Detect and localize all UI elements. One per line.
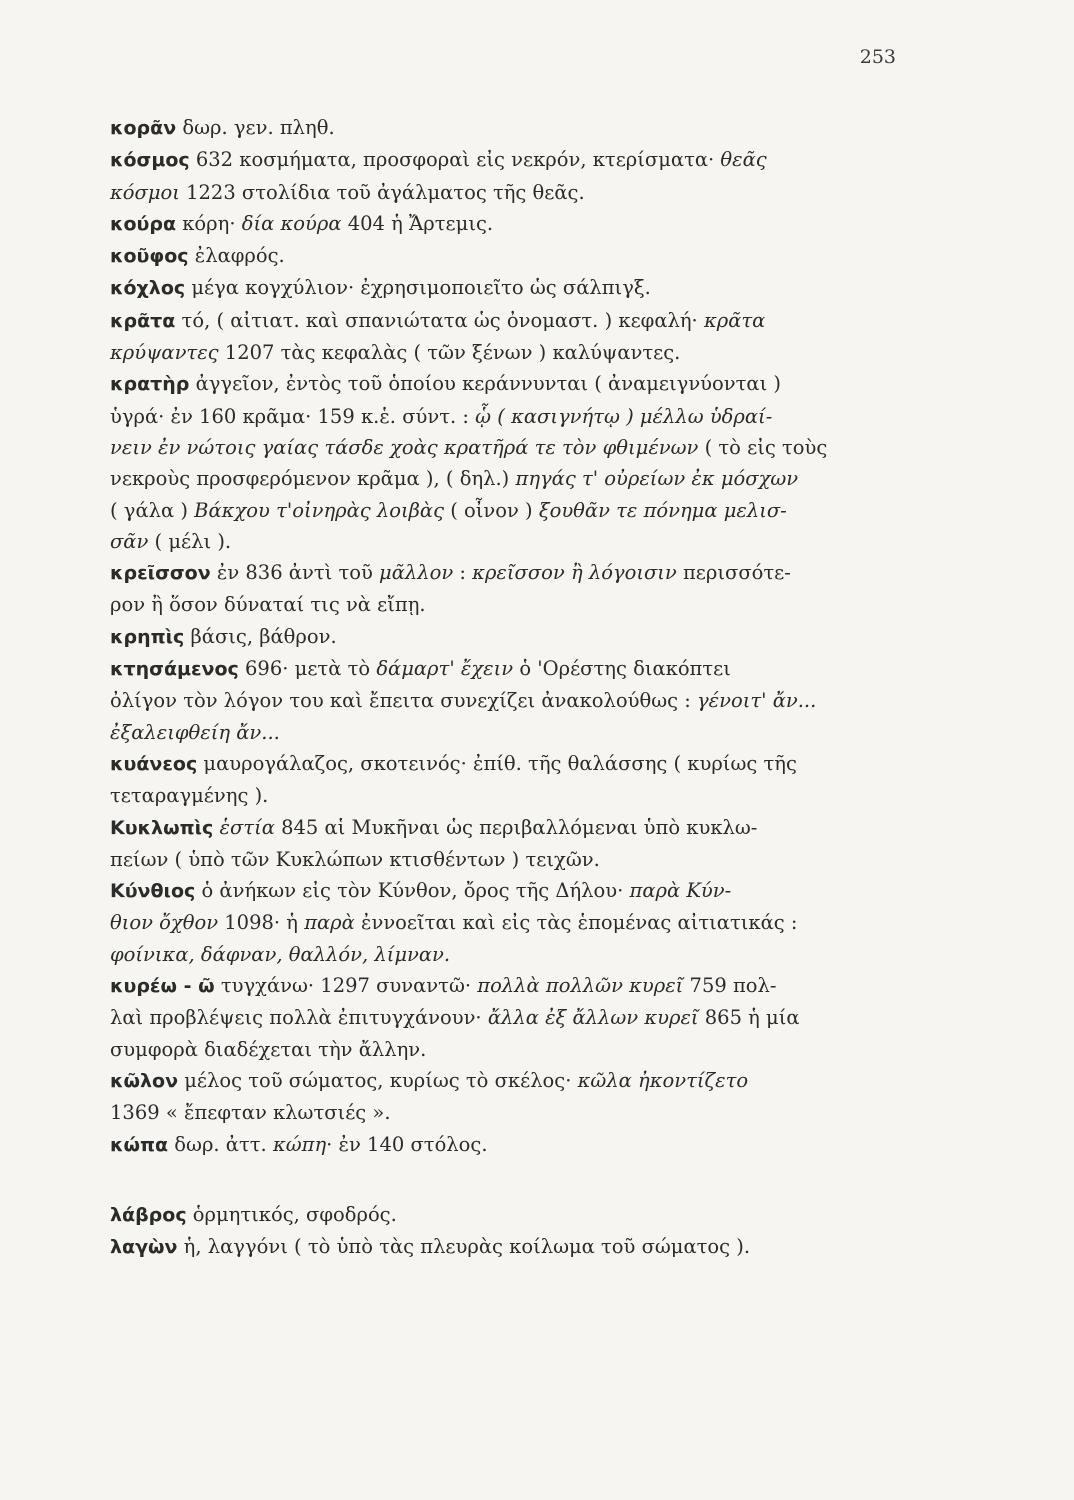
entry-line [110, 495, 910, 526]
entry-text: 865 ἡ μία [698, 1006, 800, 1030]
entry-quote: πηγάς τ' οὐρείων ἐκ μόσχων [515, 467, 799, 491]
entry-headword: κορᾶν [110, 117, 177, 139]
entry-quote: πολλὰ πολλῶν κυρεῖ [477, 974, 684, 998]
entry-text: ἀγγεῖον, ἐντὸς τοῦ ὁποίου κεράννυνται ( ἀναμειγνύονται ) [189, 372, 782, 396]
entry-headword: κτησάμενος [110, 658, 239, 681]
entry-line [110, 144, 910, 176]
entry-text: ρον ἢ ὅσον δύναταί τις νὰ εἴπῃ. [110, 593, 426, 617]
entry-text: 1369 « ἔπεφταν κλωτσιές ». [110, 1101, 391, 1125]
entry-headword: Κυκλωπὶς [110, 816, 214, 839]
entry-line [110, 685, 910, 716]
entry-text: ἐννοεῖται καὶ εἰς τὰς ἑπομένας αἰτιατικάς : [354, 911, 798, 935]
dictionary-entry [110, 272, 910, 304]
dictionary-entry [110, 812, 910, 876]
entry-text: 759 πολ- [683, 974, 777, 998]
entry-headword: κώπα [110, 1133, 169, 1156]
entry-line [110, 780, 910, 811]
entry-line [110, 1065, 910, 1097]
entry-line [110, 907, 910, 938]
entry-text: μαυρογάλαζος, σκοτεινός· ἐπίθ. τῆς θαλάσσης ( κυρίως τῆς [197, 751, 797, 775]
entry-text: τεταραγμένης ). [110, 784, 269, 808]
entry-line [110, 432, 910, 463]
entry-quote: δία κούρα [241, 211, 342, 235]
entry-text: ( οἶνον ) [444, 498, 539, 522]
entry-quote: δάμαρτ' ἔχειν [376, 657, 514, 681]
entry-text: ὁ ἀνήκων εἰς τὸν Κύνθον, ὄρος τῆς Δήλου· [195, 879, 630, 903]
entry-quote: κρᾶτα [703, 308, 766, 332]
entry-line [110, 240, 910, 272]
entry-quote: κρύψαντες [110, 341, 219, 365]
entry-line [110, 272, 910, 304]
entry-line [110, 1002, 910, 1033]
entry-headword: κούρα [110, 212, 177, 235]
entry-headword: κρᾶτα [110, 309, 176, 332]
entry-quote: θιον ὄχθον [110, 911, 219, 935]
entry-line [110, 177, 910, 208]
entry-text: 845 αἱ Μυκῆναι ὡς περιβαλλόμεναι ὑπὸ κυκλω- [274, 815, 758, 839]
dictionary-entry [110, 112, 910, 144]
entry-quote: ξουθᾶν τε πόνημα μελισ- [538, 498, 787, 522]
entry-quote: ἄλλα ἐξ ἄλλων κυρεῖ [487, 1006, 699, 1030]
entry-line [110, 526, 910, 557]
entry-line [110, 875, 910, 907]
entry-headword: λαγὼν [110, 1236, 178, 1259]
entry-text: ὀλίγον τὸν λόγον του καὶ ἔπειτα συνεχίζει ἀνακολούθως : [110, 689, 697, 713]
entry-quote: σᾶν [110, 529, 149, 553]
entry-text: 1207 τὰς κεφαλὰς ( τῶν ξένων ) καλύψαντες. [218, 341, 681, 365]
entry-text: 1098· ἡ [218, 911, 305, 935]
entry-line [110, 1034, 910, 1065]
entry-text: λαὶ προβλέψεις πολλὰ ἐπιτυγχάνουν· [110, 1006, 488, 1030]
entry-text: ἡ, λαγγόνι ( τὸ ὑπὸ τὰς πλευρὰς κοίλωμα τοῦ σώματος ). [177, 1235, 751, 1259]
entry-text: ἐν 836 ἀντὶ τοῦ [210, 561, 380, 585]
entry-headword: Κύνθιος [110, 880, 196, 903]
entry-line [110, 939, 910, 970]
entry-text: δωρ. γεν. πληθ. [176, 116, 335, 139]
entry-line [110, 748, 910, 780]
entry-text: τό, ( αἰτιατ. καὶ σπανιώτατα ὡς ὀνομαστ. ) κεφαλή· [175, 308, 704, 332]
entry-line [110, 717, 910, 748]
entry-quote: κώπη [272, 1132, 327, 1156]
entry-text: τυγχάνω· 1297 συναντῶ· [214, 974, 478, 998]
entry-headword: κόσμος [110, 149, 190, 172]
dictionary-entry [110, 240, 910, 272]
entry-quote: θεᾶς [720, 148, 767, 172]
entry-quote: ἐξαλειφθείη ἄν... [110, 720, 280, 744]
entry-text: μέγα κογχύλιον· ἐχρησιμοποιεῖτο ὡς σάλπιγξ. [185, 276, 651, 300]
dictionary-entry [110, 368, 910, 557]
entry-quote: κῶλα ἠκοντίζετο [577, 1068, 749, 1092]
entry-quote: ᾧ ( κασιγνήτῳ ) μέλλω ὑδραί- [475, 404, 773, 428]
entry-text: 1223 στολίδια τοῦ ἀγάλματος τῆς θεᾶς. [179, 180, 585, 204]
entry-headword: κρεῖσσον [110, 562, 211, 585]
entry-line [110, 463, 910, 494]
entry-headword: κόχλος [110, 277, 186, 300]
entry-headword: κρηπὶς [110, 625, 185, 648]
entry-text: ὁ 'Ορέστης διακόπτει [513, 657, 731, 681]
entry-quote: νειν ἐν νώτοις γαίας τάσδε χοὰς κρατῆρά τε τὸν φθιμένων [110, 435, 699, 459]
entry-text: πείων ( ὑπὸ τῶν Κυκλώπων κτισθέντων ) τειχῶν. [110, 847, 600, 871]
entry-line [110, 1231, 910, 1263]
entry-headword: κυάνεος [110, 752, 198, 775]
dictionary-entry [110, 144, 910, 208]
dictionary-entry [110, 557, 910, 621]
entry-line [110, 337, 910, 368]
entry-line [110, 112, 910, 144]
entry-text: βάσις, βάθρον. [184, 624, 337, 648]
dictionary-entry [110, 653, 910, 748]
dictionary-entry [110, 305, 910, 369]
entry-text: ἐλαφρός. [188, 244, 285, 268]
entry-line [110, 1129, 910, 1161]
entry-text: ( μέλι ). [148, 529, 232, 553]
entry-text: περισσότε- [676, 561, 791, 585]
entry-text: 696· μετὰ τὸ [238, 657, 377, 681]
entry-line [110, 812, 910, 844]
entry-text: 632 κοσμήματα, προσφοραὶ εἰς νεκρόν, κτερίσματα· [189, 148, 721, 172]
dictionary-entry [110, 1065, 910, 1129]
entry-line [110, 1097, 910, 1128]
entry-line [110, 970, 910, 1002]
entry-line [110, 208, 910, 240]
dictionary-text-block [110, 112, 910, 1263]
dictionary-entry [110, 1231, 910, 1263]
entry-text: νεκροὺς προσφερόμενον κρᾶμα ), ( δηλ.) [110, 467, 516, 491]
entry-text: ( τὸ εἰς τοὺς [698, 435, 828, 459]
entry-quote: φοίνικα, δάφναν, θαλλόν, λίμναν. [110, 942, 451, 966]
entry-line [110, 653, 910, 685]
entry-headword: κοῦφος [110, 245, 189, 268]
entry-quote: Βάκχου τ'οἰνηρὰς λοιβὰς [194, 498, 444, 522]
dictionary-entry [110, 1129, 910, 1161]
entry-text: συμφορὰ διαδέχεται τὴν ἄλλην. [110, 1037, 427, 1061]
dictionary-entry [110, 621, 910, 653]
entry-headword: κυρέω - ῶ [110, 975, 215, 998]
entry-line [110, 844, 910, 875]
entry-text: : [453, 561, 473, 585]
entry-quote: παρὰ [304, 911, 355, 935]
entry-quote: μᾶλλον [379, 561, 454, 585]
entry-line [110, 621, 910, 653]
entry-line [110, 305, 910, 337]
dictionary-entry [110, 970, 910, 1065]
entry-quote: γένοιτ' ἄν... [696, 689, 817, 713]
entry-headword: λάβρος [110, 1203, 187, 1226]
entry-quote: κόσμοι [110, 180, 180, 204]
dictionary-entry [110, 875, 910, 970]
entry-text: 404 ἡ Ἄρτεμις. [341, 211, 494, 235]
page-number: 253 [859, 46, 896, 68]
entry-text: ὁρμητικός, σφοδρός. [186, 1202, 397, 1226]
entry-text: ( γάλα ) [110, 498, 195, 522]
entry-text: · ἐν 140 στόλος. [326, 1132, 488, 1156]
entry-text: δωρ. ἀττ. [168, 1132, 273, 1156]
dictionary-entry [110, 748, 910, 812]
entry-line [110, 1199, 910, 1231]
entry-text: ὑγρά· ἐν 160 κρᾶμα· 159 κ.ἑ. σύντ. : [110, 404, 476, 428]
entry-text: κόρη· [176, 211, 242, 235]
entry-headword: κρατὴρ [110, 373, 190, 396]
entry-quote: ἑστία [219, 815, 275, 839]
entry-quote: παρὰ Κύν- [629, 879, 732, 903]
dictionary-entry [110, 208, 910, 240]
entry-line [110, 557, 910, 589]
entry-line [110, 589, 910, 620]
dictionary-entry [110, 1199, 910, 1231]
entry-headword: κῶλον [110, 1069, 179, 1092]
entry-quote: κρεῖσσον ἢ λόγοισιν [472, 561, 677, 585]
entry-line [110, 368, 910, 400]
entry-line [110, 401, 910, 432]
entry-text: μέλος τοῦ σώματος, κυρίως τὸ σκέλος· [178, 1068, 578, 1092]
